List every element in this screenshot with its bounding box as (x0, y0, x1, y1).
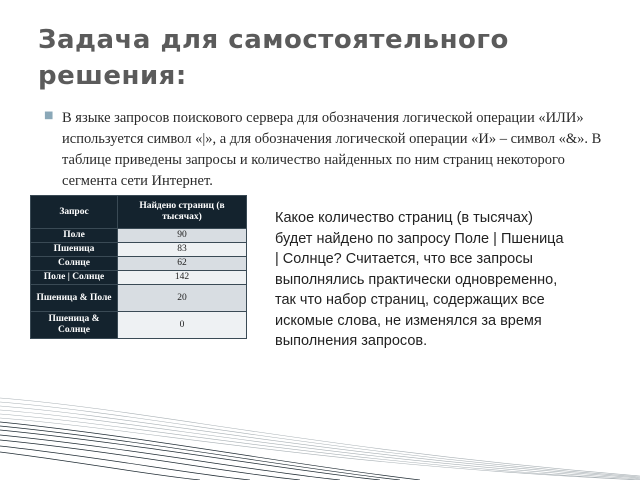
cell-query: Солнце (31, 257, 118, 271)
cell-query: Поле | Солнце (31, 271, 118, 285)
table-row (31, 229, 247, 243)
cell-count: 142 (118, 271, 247, 285)
cell-query: Пшеница & Поле (31, 285, 118, 312)
cell-count: 20 (118, 285, 247, 312)
table-header-row (31, 196, 247, 229)
cell-query: Поле (31, 229, 118, 243)
table-row (31, 271, 247, 285)
cell-count: 83 (118, 243, 247, 257)
query-table (30, 195, 247, 339)
table-row (31, 312, 247, 339)
cell-count: 90 (118, 229, 247, 243)
question-text: Какое количество страниц (в тысячах) будет найдено по запросу Поле | Пшеница | Солнце? Считается, что все запросы выполнялись практически одновременно, так что набор страниц, содержащих все искомые слова, не изменялся за время выполнения запросов. (275, 210, 564, 349)
bullet-item (44, 108, 614, 192)
table-row (31, 257, 247, 271)
cell-query: Пшеница & Солнце (31, 312, 118, 339)
header-query: Запрос (31, 196, 118, 229)
cell-count: 0 (118, 312, 247, 339)
decorative-swoosh-icon (0, 380, 640, 480)
header-count: Найдено страниц (в тысячах) (118, 196, 247, 229)
table-row (31, 285, 247, 312)
bullet-marker-icon: ■ (44, 110, 54, 121)
slide-title: Задача для самостоятельного решения: (38, 25, 509, 91)
cell-count: 62 (118, 257, 247, 271)
table-row (31, 243, 247, 257)
bullet-text: В языке запросов поискового сервера для обозначения логической операции «ИЛИ» используется символ «|», а для обозначения логической операции «И» – символ «&». В таблице приведены запросы и количество найденных по ним страниц некоторого сегмента сети Интернет. (62, 110, 602, 189)
cell-query: Пшеница (31, 243, 118, 257)
